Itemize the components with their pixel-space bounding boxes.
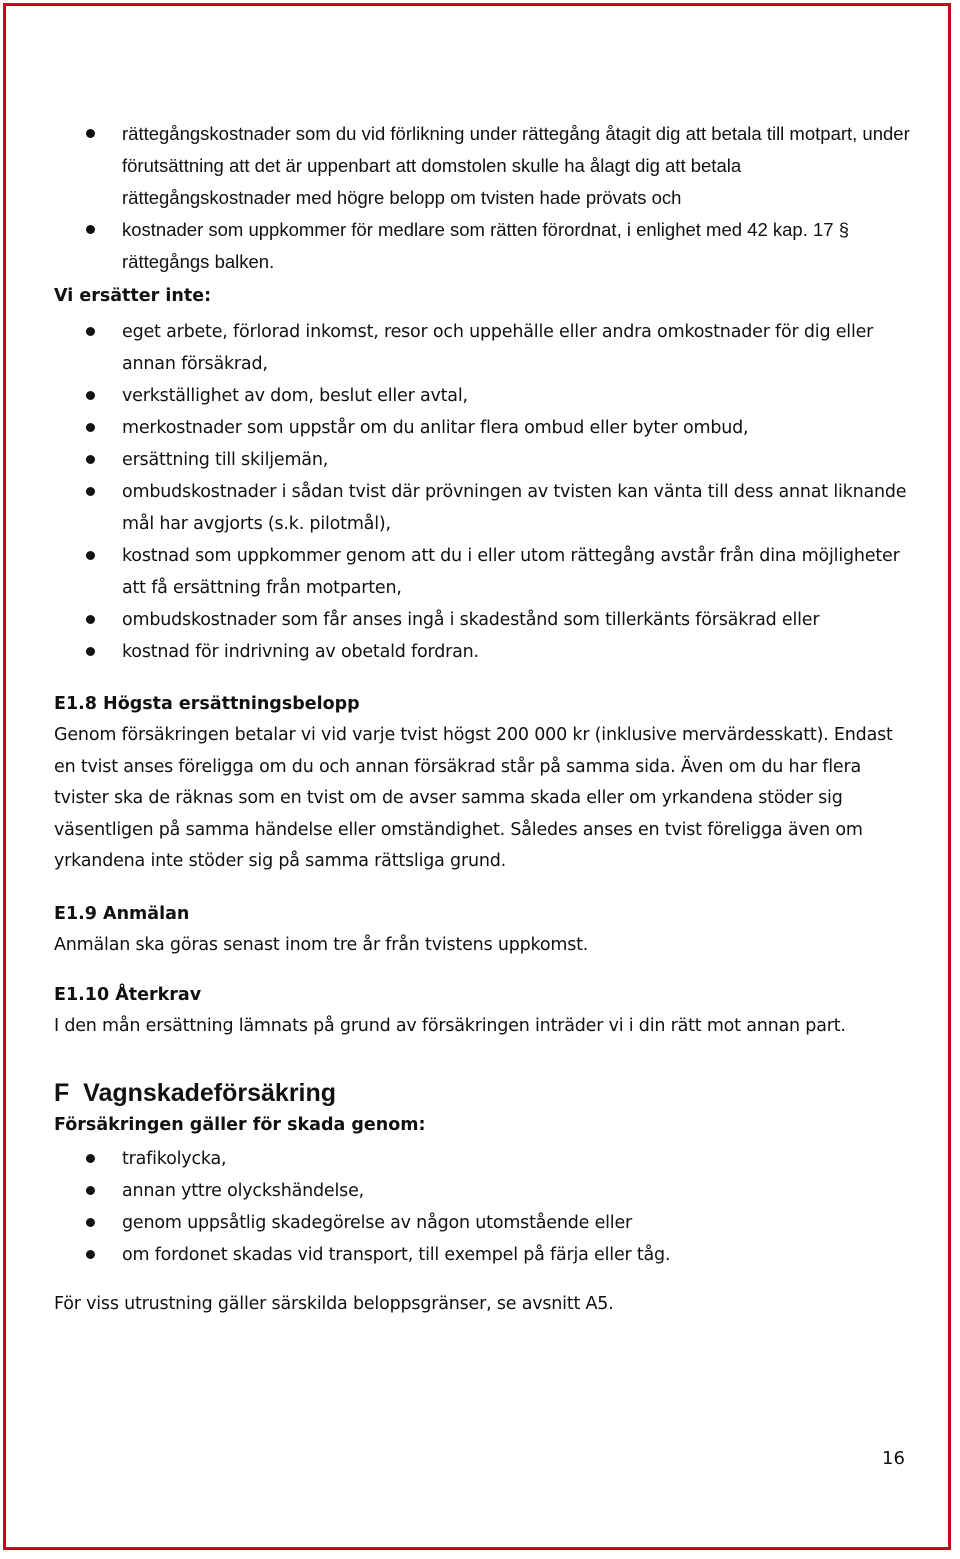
- section-text-e110: I den mån ersättning lämnats på grund av försäkringen inträder vi i din rätt mot annan part.: [54, 1016, 846, 1036]
- list-item: om fordonet skadas vid transport, till exempel på färja eller tåg.: [54, 1239, 914, 1271]
- bullet-icon: [86, 1250, 95, 1259]
- section-heading-e110: E1.10 Återkrav: [54, 985, 202, 1005]
- list-item: kostnad för indrivning av obetald fordran.: [54, 636, 914, 668]
- bullet-icon: [86, 647, 95, 656]
- bullet-icon: [86, 423, 95, 432]
- bullet-icon: [86, 455, 95, 464]
- section-heading-e19: E1.9 Anmälan: [54, 903, 190, 924]
- section-f-list: [54, 1143, 914, 1271]
- page-number: 16: [882, 1448, 905, 1469]
- bullet-icon: [86, 391, 95, 400]
- bullet-icon: [86, 327, 95, 336]
- bullet-icon: [86, 129, 95, 138]
- document-body: [54, 118, 914, 1320]
- section-f-subheading: Försäkringen gäller för skada genom:: [54, 1114, 426, 1135]
- section-f-note: För viss utrustning gäller särskilda beloppsgränser, se avsnitt A5.: [54, 1293, 614, 1314]
- section-text-e18: Genom försäkringen betalar vi vid varje tvist högst 200 000 kr (inklusive mervärdesskatt). Endast en tvist anses föreligga om du och annan försäkrad står på samma sida. Även om du har flera tvister ska de räknas som en tvist om de avser samma skada eller om yrkandena stöder sig väsentligen på samma händelse eller omständighet. Således anses en tvist föreligga även om yrkandena inte stöder sig på samma rättsliga grund.: [54, 725, 893, 871]
- list-item: genom uppsåtlig skadegörelse av någon utomstående eller: [54, 1207, 914, 1239]
- list-item: eget arbete, förlorad inkomst, resor och uppehälle eller andra omkostnader för dig eller annan försäkrad,: [54, 316, 914, 380]
- intro-list: [54, 118, 914, 278]
- bullet-icon: [86, 1186, 95, 1195]
- list-item: verkställighet av dom, beslut eller avtal,: [54, 380, 914, 412]
- list-item: trafikolycka,: [54, 1143, 914, 1175]
- bullet-icon: [86, 551, 95, 560]
- bullet-icon: [86, 615, 95, 624]
- list-item: ombudskostnader i sådan tvist där prövningen av tvisten kan vänta till dess annat liknande mål har avgjorts (s.k. pilotmål),: [54, 476, 914, 540]
- section-title-f: F Vagnskadeförsäkring: [54, 1078, 337, 1107]
- bullet-icon: [86, 487, 95, 496]
- section-text-e19: Anmälan ska göras senast inom tre år från tvistens uppkomst.: [54, 934, 589, 955]
- list-item: kostnad som uppkommer genom att du i eller utom rättegång avstår från dina möjligheter att få ersättning från motparten,: [54, 540, 914, 604]
- section-heading-e18: E1.8 Högsta ersättningsbelopp: [54, 694, 360, 714]
- list-item: ombudskostnader som får anses ingå i skadestånd som tillerkänts försäkrad eller: [54, 604, 914, 636]
- list-item: annan yttre olyckshändelse,: [54, 1175, 914, 1207]
- list-item: rättegångskostnader som du vid förlikning under rättegång åtagit dig att betala till motpart, under förutsättning att det är uppenbart att domstolen skulle ha ålagt dig att betala rättegångskostnader med högre belopp om tvisten hade prövats och: [54, 118, 914, 214]
- list-item: ersättning till skiljemän,: [54, 444, 914, 476]
- bullet-icon: [86, 1218, 95, 1227]
- bullet-icon: [86, 1154, 95, 1163]
- list-item: kostnader som uppkommer för medlare som rätten förordnat, i enlighet med 42 kap. 17 § rättegångs balken.: [54, 214, 914, 278]
- exclusions-heading: Vi ersätter inte:: [54, 286, 212, 306]
- exclusions-list: [54, 316, 914, 668]
- list-item: merkostnader som uppstår om du anlitar flera ombud eller byter ombud,: [54, 412, 914, 444]
- bullet-icon: [86, 225, 95, 234]
